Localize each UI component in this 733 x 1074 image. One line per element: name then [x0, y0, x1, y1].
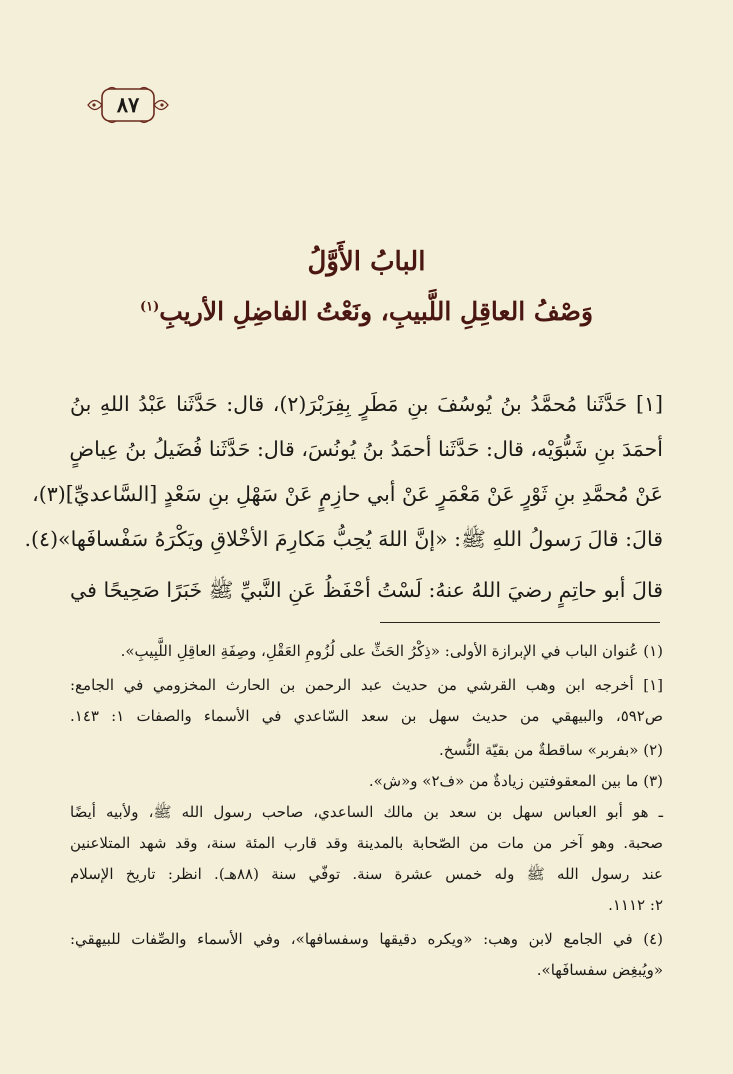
text-line: أحمَدَ بنِ شَبُّوَيْه، قال: حَدَّثَنا أحمَدُ بنُ يُونُسَ، قال: حَدَّثَنا فُضَيلُ بنُ عِياضٍ: [69, 437, 663, 461]
footnote-line: [١] أخرجه ابن وهب القرشي من حديث عبد الرحمن بن الحارث المخزومي في الجامع:: [70, 676, 663, 694]
main-text: [24, 382, 663, 613]
footnote-line: صحبة. وهو آخر من مات من الصّحابة بالمدينة وقد قارب المئة سنة، وقد شهد المتلاعنين: [70, 834, 663, 852]
footnote-line: (٢) «بفربر» ساقطةٌ من بقيّة النُّسخ.: [439, 741, 663, 759]
footnote-line: (٤) في الجامع لابن وهب: «ويكره دقيقها وسفسافها»، وفي الأسماء والصِّفات للبيهقي:: [70, 930, 663, 948]
chapter-title: البابُ الأَوَّلُ: [307, 247, 426, 277]
footnote-marker: (١): [139, 299, 160, 315]
text-line: عَنْ مُحمَّدِ بنِ ثَوْرٍ عَنْ مَعْمَرٍ عَنْ أبي حازِمٍ عَنْ سَهْلِ بنِ سَعْدٍ [السَّاعديِّ](٣)،: [32, 482, 663, 506]
page-number-frame: [86, 86, 170, 124]
footnote-line: «ويُبغِض سفسافَها».: [536, 961, 663, 979]
text-line: قالَ أبو حاتِمٍ رضيَ اللهُ عنهُ: لَسْتُ أحْفَظُ عَنِ النَّبيِّ ﷺ خَبَرًا صَحِيحًا في: [70, 578, 663, 602]
footnote-line: عند رسول الله ﷺ وله خمس عشرة سنة. توفّي سنة (٨٨هـ). انظر: تاريخ الإسلام: [70, 865, 663, 883]
page-number: ٨٧: [116, 92, 140, 117]
footnote-line: (٣) ما بين المعقوفتين زيادةٌ من «ف٢» و«ش».: [368, 772, 663, 790]
footnotes: [70, 636, 663, 986]
text-line: قالَ: قالَ رَسولُ اللهِ ﷺ: «إنَّ اللهَ يُحِبُّ مَكارِمَ الأخْلاقِ ويَكْرَهُ سَفْسافَها»(٤).: [24, 527, 663, 551]
footnote-line: ـ هو أبو العباس سهل بن سعد بن مالك الساعدي، صاحب رسول الله ﷺ، ولأبيه أيضًا: [70, 803, 663, 821]
chapter-subtitle: [40, 297, 693, 326]
footnote-line: ص٥٩٢، والبيهقي من حديث سهل بن سعد السّاعدي في الأسماء والصفات ١: ١٤٣.: [70, 707, 663, 725]
footnote-line: (١) عُنوان الباب في الإبرازة الأولى: «ذِكْرُ الحَثِّ على لُزُومِ العَقْلِ، وصِفَةِ العاقِلِ اللَّبِيبِ».: [120, 642, 663, 660]
footnote-separator: [380, 622, 660, 623]
text-line: [١] حَدَّثَنا مُحمَّدُ بنُ يُوسُفَ بنِ مَطَرٍ بِفِرَبْرَ(٢)، قال: حَدَّثَنا عَبْدُ اللهِ بنُ: [70, 392, 663, 416]
footnote-line: ٢: ١١١٢.: [608, 896, 663, 914]
chapter-subtitle-text: وَصْفُ العاقِلِ اللَّبيبِ، ونَعْتُ الفاضِلِ الأريبِ: [159, 297, 594, 326]
